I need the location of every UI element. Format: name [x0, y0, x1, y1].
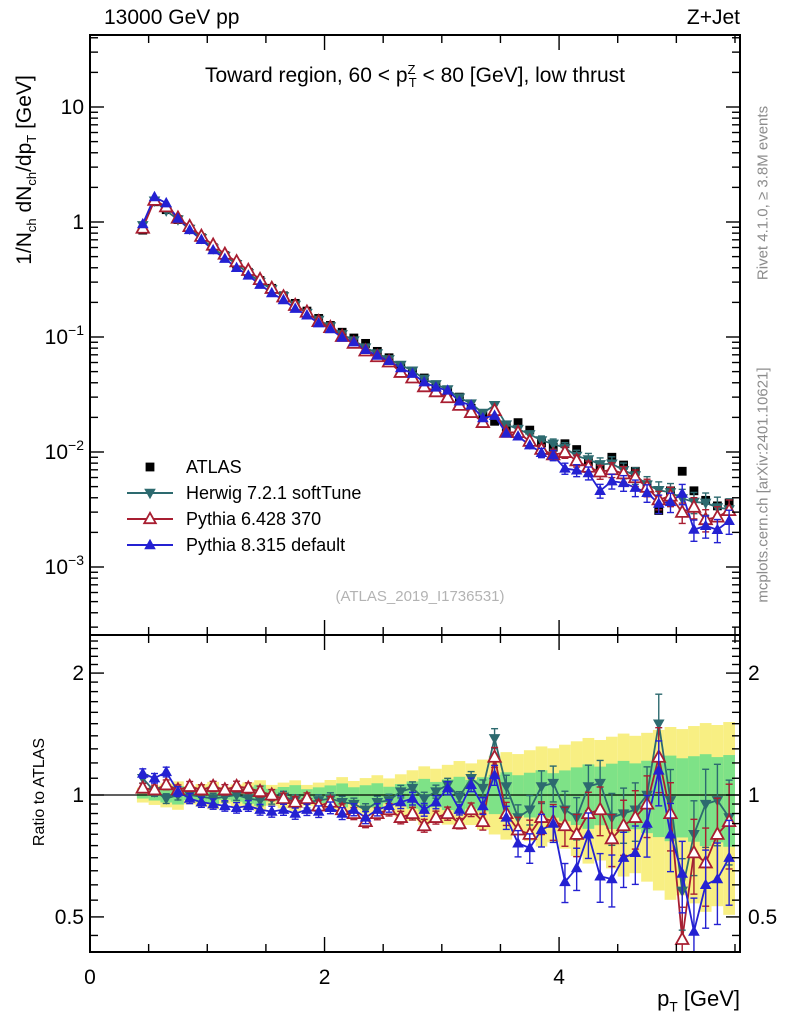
- legend-label-herwig: Herwig 7.2.1 softTune: [186, 482, 362, 503]
- svg-text:10: 10: [60, 96, 84, 119]
- mcplots-arxiv-note: mcplots.cern.ch [arXiv:2401.10621]: [754, 367, 772, 603]
- svg-text:0.5: 0.5: [748, 905, 778, 929]
- svg-text:2: 2: [72, 662, 84, 686]
- legend-item-pythia8: [126, 532, 361, 558]
- svg-text:2: 2: [318, 966, 331, 989]
- pythia6-open-triangle-marker-icon: [126, 510, 174, 528]
- y-axis-title-part: T: [24, 134, 40, 143]
- ratio-axis-title: Ratio to ATLAS: [31, 737, 48, 847]
- atlas-square-marker-icon: [126, 458, 174, 476]
- legend: [126, 454, 361, 558]
- y-axis-title-part: [GeV]: [12, 75, 36, 135]
- y-axis-title-part: dN: [12, 185, 36, 219]
- svg-text:1: 1: [72, 211, 84, 234]
- legend-item-pythia6: [126, 506, 361, 532]
- x-axis-title-part: p: [657, 986, 670, 1011]
- legend-item-atlas: [126, 454, 361, 480]
- plot-title-sub: T: [408, 75, 417, 90]
- y-axis-title-part: ch: [24, 218, 40, 233]
- process-label: Z+Jet: [686, 6, 740, 29]
- svg-text:10−1: $10^{-1}$: [44, 322, 84, 349]
- x-axis-title: [590, 986, 740, 1014]
- svg-text:2: 2: [748, 662, 760, 686]
- y-axis-title-part: 1/N: [12, 232, 36, 265]
- svg-text:1: 1: [72, 784, 84, 807]
- legend-label-pythia6: Pythia 6.428 370: [186, 508, 322, 529]
- legend-item-herwig: [126, 480, 361, 506]
- legend-label-atlas: ATLAS: [186, 456, 242, 477]
- x-axis-title-part: T: [669, 999, 678, 1015]
- plot-title-text: Toward region, 60 < p: [204, 63, 408, 87]
- svg-text:10−2: $10^{-2}$: [44, 437, 84, 464]
- svg-text:0.5: 0.5: [54, 905, 84, 929]
- y-axis-title-part: /dp: [12, 142, 36, 172]
- svg-text:1: 1: [748, 784, 760, 807]
- svg-text:0: 0: [84, 966, 96, 989]
- beam-energy-label: 13000 GeV pp: [104, 6, 240, 29]
- x-axis-title-part: [GeV]: [677, 986, 740, 1011]
- plot-title-text2: < 80 [GeV], low thrust: [416, 63, 626, 87]
- pythia8-triangle-up-marker-icon: [126, 536, 174, 554]
- herwig-triangle-down-marker-icon: [126, 484, 174, 502]
- y-axis-title: [13, 75, 39, 265]
- svg-text:4: 4: [553, 966, 565, 989]
- plot-title-sup: Z: [407, 62, 416, 77]
- plot-title: [90, 62, 740, 90]
- legend-label-pythia8: Pythia 8.315 default: [186, 534, 346, 555]
- y-axis-title-part: ch: [24, 171, 40, 186]
- svg-text:10−3: $10^{-3}$: [44, 552, 84, 579]
- rivet-version-note: Rivet 4.1.0, ≥ 3.8M events: [754, 105, 772, 281]
- analysis-id-watermark: (ATLAS_2019_I1736531): [335, 588, 505, 605]
